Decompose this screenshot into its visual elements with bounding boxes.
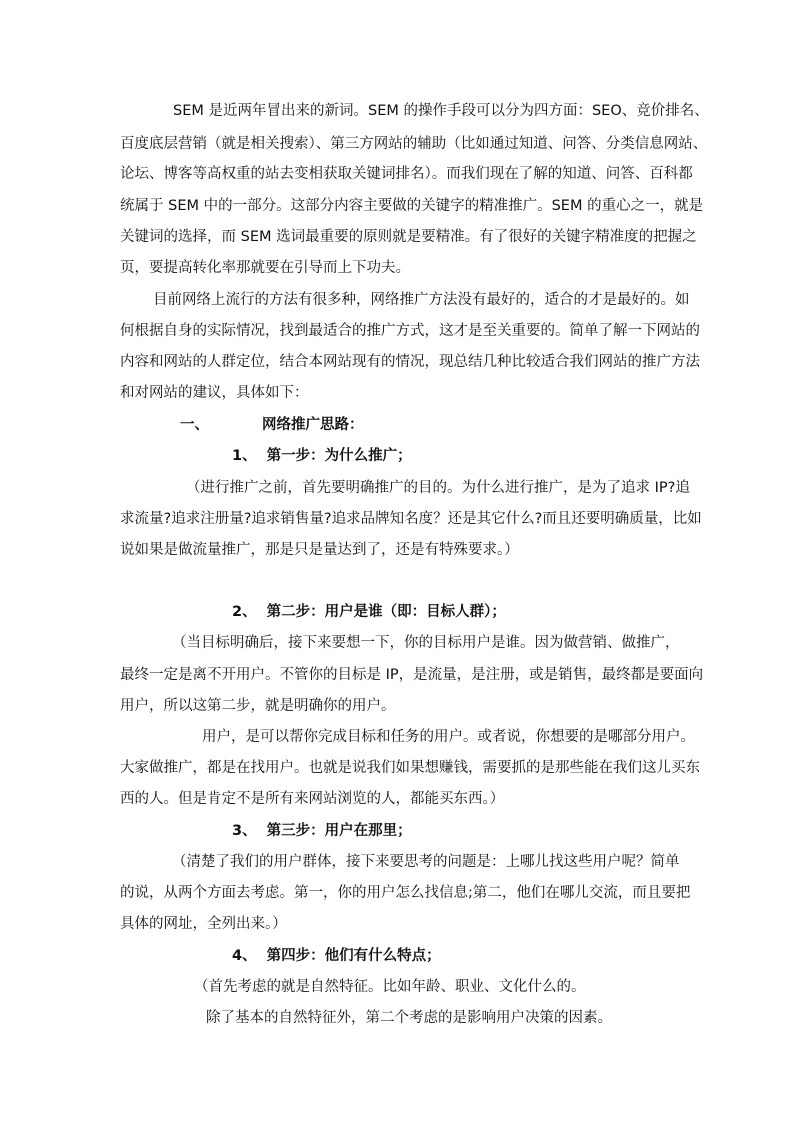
step-4-line-2: 除了基本的自然特征外，第二个考虑的是影响用户决策的因素。 — [206, 1010, 612, 1026]
paragraph-2-line-2: 何根据自身的实际情况，找到最适合的推广方式，这才是至关重要的。简单了解一下网站的 — [120, 323, 700, 339]
paragraph-2-line-3: 内容和网站的人群定位，结合本网站现有的情况，现总结几种比较适合我们网站的推广方法 — [120, 354, 700, 370]
section-1-title: 网络推广思路： — [262, 417, 364, 433]
step-3-line-2: 的说，从两个方面去考虑。第一，你的用户怎么找信息;第二，他们在哪儿交流，而且要把 — [120, 885, 691, 901]
step-2-line-3: 用户，所以这第二步，就是明确你的用户。 — [120, 698, 396, 714]
section-1-number: 一、 — [180, 417, 209, 433]
paragraph-1-line-6: 页，要提高转化率那就要在引导而上下功夫。 — [120, 260, 410, 276]
step-4-line-1: （首先考虑的就是自然特征。比如年龄、职业、文化什么的。 — [194, 979, 586, 995]
step-1-line-2: 求流量?追求注册量?追求销售量?追求品牌知名度？还是其它什么?而且还要明确质量，比如 — [120, 511, 702, 527]
step-1-line-3: 说如果是做流量推广，那是只是量达到了，还是有特殊要求。） — [120, 542, 519, 558]
step-1-line-1: （进行推广之前，首先要明确推广的目的。为什么进行推广，是为了追求 IP?追 — [186, 480, 690, 496]
step-3-line-3: 具体的网址，全列出来。） — [120, 916, 287, 932]
paragraph-1-line-3: 论坛、博客等高权重的站去变相获取关键词排名）。而我们现在了解的知道、问答、百科都 — [120, 166, 693, 182]
paragraph-2-line-1: 目前网络上流行的方法有很多种，网络推广方法没有最好的，适合的才是最好的。如 — [153, 292, 690, 308]
step-4-heading: 4、 第四步：他们有什么特点； — [232, 948, 441, 964]
step-3-line-1: （清楚了我们的用户群体，接下来要思考的问题是：上哪儿找这些用户呢？简单 — [172, 854, 680, 870]
step-2-line-5: 大家做推广，都是在找用户。也就是说我们如果想赚钱，需要抓的是那些能在我们这儿买东 — [120, 760, 700, 776]
paragraph-2-line-4: 和对网站的建议，具体如下： — [120, 385, 309, 401]
step-2-line-2: 最终一定是离不开用户。不管你的目标是 IP，是流量，是注册，或是销售，最终都是要面向 — [120, 667, 704, 683]
paragraph-1-line-2: 百度底层营销（就是相关搜索）、第三方网站的辅助（比如通过知道、问答、分类信息网站、 — [120, 136, 708, 152]
step-2-line-6: 西的人。但是肯定不是所有来网站浏览的人，都能买东西。） — [120, 791, 505, 807]
paragraph-1-line-1: SEM 是近两年冒出来的新词。SEM 的操作手段可以分为四方面：SEO、竞价排名、 — [173, 103, 709, 119]
step-2-line-1: （当目标明确后，接下来要想一下，你的目标用户是谁。因为做营销、做推广， — [172, 635, 680, 651]
step-1-heading: 1、 第一步：为什么推广； — [232, 448, 412, 464]
paragraph-1-line-5: 关键词的选择，而 SEM 选词最重要的原则就是要精准。有了很好的关键字精准度的把握之 — [120, 229, 697, 245]
paragraph-1-line-4: 统属于 SEM 中的一部分。这部分内容主要做的关键字的精准推广。SEM 的重心之一，就是 — [120, 198, 704, 214]
step-3-heading: 3、 第三步：用户在那里； — [232, 823, 412, 839]
step-2-line-4: 用户，是可以帮你完成目标和任务的用户。或者说，你想要的是哪部分用户。 — [202, 729, 695, 745]
step-2-heading: 2、 第二步：用户是谁（即：目标人群）； — [232, 604, 506, 620]
